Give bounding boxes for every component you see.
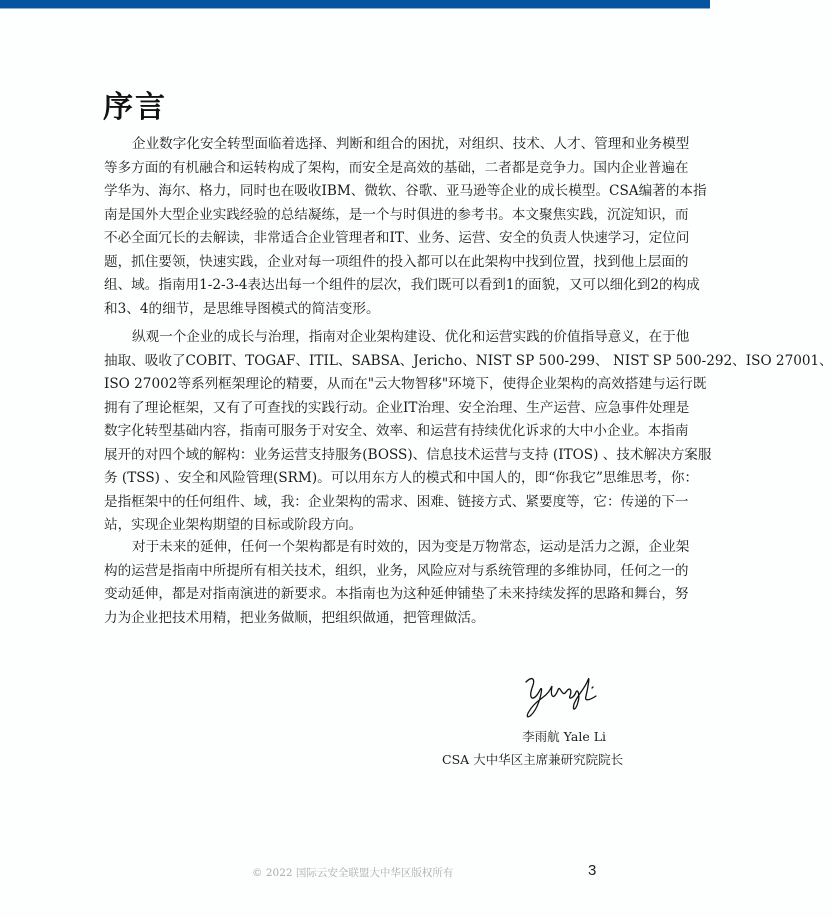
page-number: 3 — [588, 862, 597, 879]
text-line: 等多方面的有机融合和运转构成了架构，而安全是高效的基础，二者都是竞争力。国内企业普遍在 — [104, 159, 689, 176]
paragraph-1 — [104, 133, 707, 321]
text-line: 学华为、海尔、格力，同时也在吸收IBM、微软、谷歌、亚马逊等企业的成长模型。CSA编著的本指 — [104, 183, 707, 199]
header-accent-bar — [0, 0, 710, 9]
text-line: ISO 27002等系列框架理论的精要，从而在"云大物智移"环境下，使得企业架构的高效搭建与运行既 — [104, 376, 707, 392]
text-line: 务 (TSS) 、安全和风险管理(SRM)。可以用东方人的模式和中国人的，即“你我它”思维思考，你： — [104, 470, 699, 486]
text-line: 站，实现企业架构期望的目标或阶段方向。 — [104, 517, 363, 533]
text-line: 展开的对四个域的解构：业务运营支持服务(BOSS)、信息技术运营与支持 (ITOS) 、技术解决方案服 — [104, 446, 712, 463]
page-title: 序言 — [103, 90, 167, 125]
text-line: 和3、4的细节，是思维导图模式的简洁变形。 — [104, 300, 380, 317]
text-line: 力为企业把技术用精，把业务做顺，把组织做通，把管理做活。 — [104, 609, 485, 626]
text-line: 纵观一个企业的成长与治理，指南对企业架构建设、优化和运营实践的价值指导意义，在于他 — [132, 329, 690, 345]
text-line: 变动延伸，都是对指南演进的新要求。本指南也为这种延伸铺垫了未来持续发挥的思路和舞台，努 — [104, 586, 689, 602]
text-line: 不必全面冗长的去解读，非常适合企业管理者和IT、业务、运营、安全的负责人快速学习，定位问 — [104, 230, 690, 246]
text-line: 拥有了理论框架，又有了可查找的实践行动。企业IT治理、安全治理、生产运营、应急事件处理是 — [104, 399, 690, 416]
author-role: CSA 大中华区主席兼研究院院长 — [442, 752, 624, 767]
author-name: 李雨航 Yale Li — [522, 729, 606, 744]
text-line: 构的运营是指南中所提所有相关技术，组织，业务，风险应对与系统管理的多维协同，任何之一的 — [104, 562, 689, 579]
signature-image — [518, 668, 608, 720]
text-line: 题，抓住要领，快速实践，企业对每一项组件的投入都可以在此架构中找到位置，找到他上层面的 — [104, 253, 689, 270]
text-line: 是指框架中的任何组件、域，我：企业架构的需求、困难、链接方式、紧要度等，它：传递的下一 — [104, 493, 689, 510]
paragraph-2 — [104, 326, 833, 538]
text-line: 企业数字化安全转型面临着选择、判断和组合的困扰，对组织、技术、人才、管理和业务模型 — [132, 136, 690, 152]
text-line: 数字化转型基础内容，指南可服务于对安全、效率、和运营有持续优化诉求的大中小企业。本指南 — [104, 423, 689, 439]
text-line: 南是国外大型企业实践经验的总结凝练，是一个与时俱进的参考书。本文聚焦实践，沉淀知识，而 — [104, 206, 689, 223]
text-line: 抽取、吸收了COBIT、TOGAF、ITIL、SABSA、Jericho、NIST SP 500-299、 NIST SP 500-292、ISO 27001、 — [104, 352, 833, 369]
footer-copyright: © 2022 国际云安全联盟大中华区版权所有 — [252, 867, 454, 879]
text-line: 对于未来的延伸，任何一个架构都是有时效的，因为变是万物常态，运动是活力之源，企业架 — [132, 539, 690, 555]
text-line: 组、域。指南用1-2-3-4表达出每一个组件的层次，我们既可以看到1的面貌，又可以细化到2的构成 — [104, 277, 700, 293]
paragraph-3 — [104, 536, 690, 630]
